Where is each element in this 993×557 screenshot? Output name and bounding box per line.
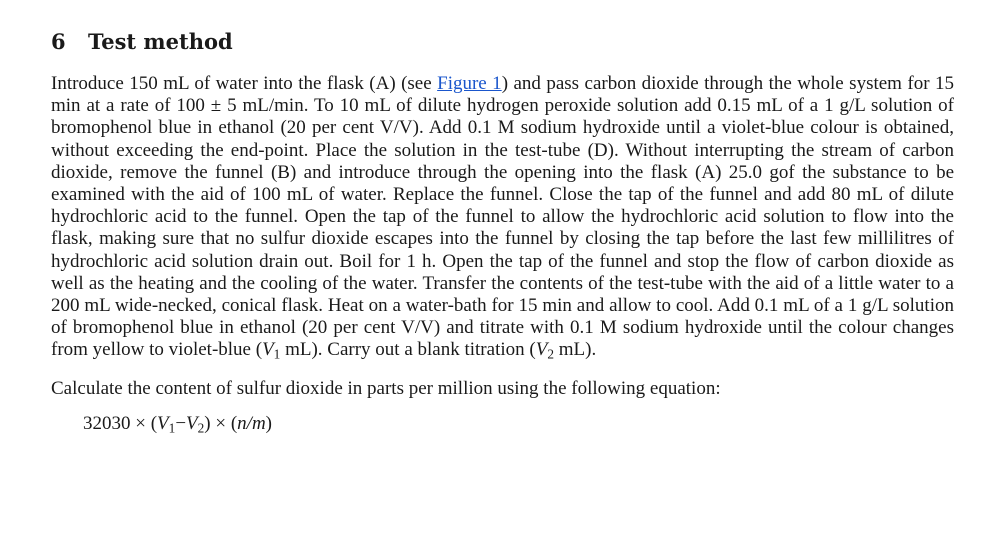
figure-1-link[interactable]: Figure 1 <box>437 73 502 94</box>
procedure-text-d: mL). <box>553 339 597 361</box>
procedure-text-b: ) and pass carbon dioxide through the whole system for 15 min at a rate of 100 ± 5 mL/min. To 10 mL of dilute hydrogen peroxide solution add 0.15 mL of a 1 g/L solution of bromophenol blue in ethanol (20 per cent V/V). Add 0.1 M sodium hydroxide until a violet-blue colour is obtained, without exceeding the end-point. Place the solution in the test-tube (D). Without interrupting the stream of carbon dioxide, remove the funnel (B) and introduce through the opening into the flask (A) 25.0 gof the substance to be examined with the aid of 100 mL of water. Replace the funnel. Close the tap of the funnel and add 80 mL of dilute hydrochloric acid to the funnel. Open the tap of the funnel to allow the hydrochloric acid solution to flow into the flask, making sure that no sulfur dioxide escapes into the funnel by closing the tap before the last few millilitres of hydrochloric acid solution drain out. Boil for 1 h. Open the tap of the funnel and stop the flow of carbon dioxide as well as the heating and the cooling of the water. Transfer the contents of the test-tube with the aid of a little water to a 200 mL wide-necked, conical flask. Heat on a water-bath for 15 min and allow to cool. Add 0.1 mL of a 1 g/L solution of bromophenol blue in ethanol (20 per cent V/V) and titrate with 0.1 M sodium hydroxide until the colour changes from yellow to violet-blue ( <box>51 73 954 361</box>
procedure-text-a: Introduce 150 mL of water into the flask (A) (see <box>51 73 438 94</box>
sulfur-dioxide-equation: $32030 \times (V_1-V_2) \times (n/m)$ <box>83 412 272 436</box>
procedure-text-c: mL). Carry out a blank titration ( <box>280 339 536 361</box>
section-title: Test method <box>88 29 233 54</box>
document-page <box>51 28 954 435</box>
v2-variable: $V_2$ <box>535 339 554 362</box>
procedure-paragraph <box>51 73 954 362</box>
section-heading <box>51 28 954 56</box>
calculation-intro: Calculate the content of sulfur dioxide in parts per million using the following equation: <box>51 377 721 399</box>
v1-variable: $V_1$ <box>262 339 281 362</box>
section-number: 6 <box>51 29 66 54</box>
